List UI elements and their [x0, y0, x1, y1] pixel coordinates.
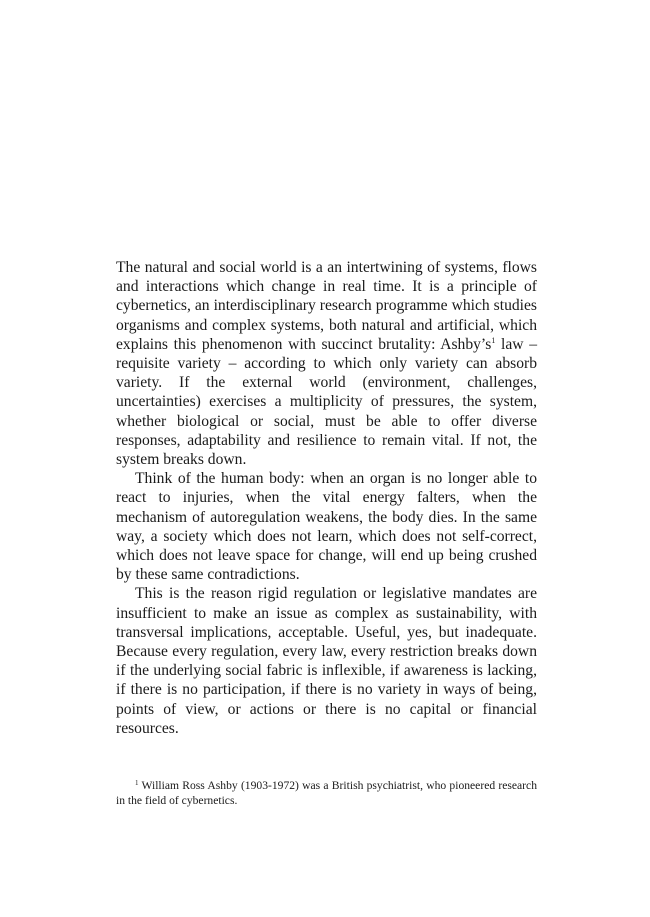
paragraph-1-continued: law – requisite variety – according to which only variety can absorb variety. If the external world (environment, challenges, uncertainties) exercises a multiplicity of pressures, the system, whether biological or social, must be able to offer diverse responses, adaptability and resilience to remain vital. If not, the system breaks down.	[116, 335, 538, 469]
paragraph-3: This is the reason rigid regulation or legislative mandates are insufficient to make an issue as complex as sustainability, with transversal implications, acceptable. Useful, yes, but inadequate. Because every regulation, every law, every restriction breaks down if the underlying social fabric is inflexible, if awareness is lacking, if there is no participation, if there is no variety in ways of being, points of view, or actions or there is no capital or financial resources.	[116, 585, 537, 737]
paragraph-1-text: The natural and social world is a an intertwining of systems, flows and interactions which change in real time. It is a principle of cybernetics, an interdisciplinary research programme which studies organisms and complex systems, both natural and artificial, which explains this phenomenon with succinct brutality: Ashby’s	[116, 259, 537, 353]
body-text	[116, 258, 537, 738]
paragraph-2: Think of the human body: when an organ is no longer able to react to injuries, when the vital energy falters, when the mechanism of autoregulation weakens, the body dies. In the same way, a society which does not learn, which does not self-correct, which does not leave space for change, will end up being crushed by these same contradictions.	[116, 470, 537, 584]
footnote-reference: 1	[491, 335, 496, 345]
footnote-paragraph	[116, 779, 537, 808]
paragraph-1	[116, 258, 537, 469]
footnote-text: William Ross Ashby (1903-1972) was a British psychiatrist, who pioneered research in the field of cybernetics.	[116, 779, 537, 807]
footnote-mark: 1	[135, 779, 139, 787]
footnote	[116, 779, 537, 808]
